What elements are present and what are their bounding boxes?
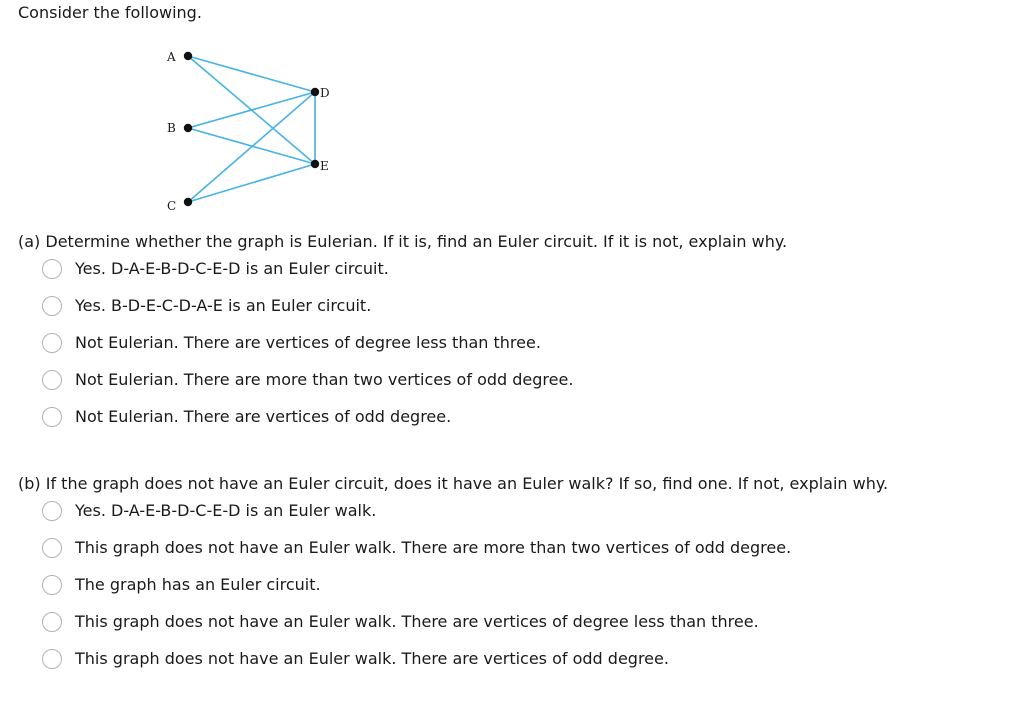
- vertex-label-e: E: [320, 159, 329, 173]
- radio-button[interactable]: [42, 575, 62, 595]
- option-b-3[interactable]: [42, 574, 791, 611]
- graph-svg: [150, 40, 350, 220]
- intro-text: Consider the following.: [18, 3, 202, 22]
- vertex-a: [184, 52, 192, 60]
- option-label: This graph does not have an Euler walk. There are more than two vertices of odd degree.: [75, 538, 792, 557]
- radio-button[interactable]: [42, 649, 62, 669]
- radio-button[interactable]: [42, 259, 62, 279]
- options-b: [42, 500, 791, 685]
- option-a-2[interactable]: [42, 295, 573, 332]
- vertex-b: [184, 124, 192, 132]
- edge-a-d: [188, 56, 315, 92]
- vertex-d: [311, 88, 319, 96]
- edge-c-e: [188, 164, 315, 202]
- vertex-e: [311, 160, 319, 168]
- option-a-5[interactable]: [42, 406, 573, 443]
- option-b-5[interactable]: [42, 648, 791, 685]
- vertex-label-a: A: [167, 50, 176, 64]
- option-label: This graph does not have an Euler walk. There are vertices of odd degree.: [75, 649, 669, 668]
- graph-diagram: [150, 40, 350, 220]
- option-label: Yes. D-A-E-B-D-C-E-D is an Euler circuit.: [75, 259, 389, 278]
- vertex-label-b: B: [167, 121, 176, 135]
- radio-button[interactable]: [42, 501, 62, 521]
- option-label: Yes. B-D-E-C-D-A-E is an Euler circuit.: [75, 296, 372, 315]
- graph-edges: [188, 56, 315, 202]
- option-b-2[interactable]: [42, 537, 791, 574]
- option-label: The graph has an Euler circuit.: [75, 575, 321, 594]
- radio-button[interactable]: [42, 407, 62, 427]
- option-label: Not Eulerian. There are more than two vertices of odd degree.: [75, 370, 574, 389]
- option-label: Not Eulerian. There are vertices of degree less than three.: [75, 333, 541, 352]
- option-b-1[interactable]: [42, 500, 791, 537]
- option-b-4[interactable]: [42, 611, 791, 648]
- vertex-c: [184, 198, 192, 206]
- radio-button[interactable]: [42, 538, 62, 558]
- radio-button[interactable]: [42, 333, 62, 353]
- radio-button[interactable]: [42, 370, 62, 390]
- option-a-1[interactable]: [42, 258, 573, 295]
- option-label: Not Eulerian. There are vertices of odd degree.: [75, 407, 452, 426]
- option-a-3[interactable]: [42, 332, 573, 369]
- options-a: [42, 258, 573, 443]
- question-b: (b) If the graph does not have an Euler circuit, does it have an Euler walk? If so, find one. If not, explain why.: [18, 474, 889, 493]
- vertex-label-d: D: [320, 86, 330, 100]
- option-label: Yes. D-A-E-B-D-C-E-D is an Euler walk.: [75, 501, 377, 520]
- option-a-4[interactable]: [42, 369, 573, 406]
- option-label: This graph does not have an Euler walk. There are vertices of degree less than three.: [75, 612, 759, 631]
- vertex-label-c: C: [167, 199, 177, 213]
- radio-button[interactable]: [42, 296, 62, 316]
- radio-button[interactable]: [42, 612, 62, 632]
- edge-b-d: [188, 92, 315, 128]
- question-a: (a) Determine whether the graph is Eulerian. If it is, find an Euler circuit. If it is not, explain why.: [18, 232, 788, 251]
